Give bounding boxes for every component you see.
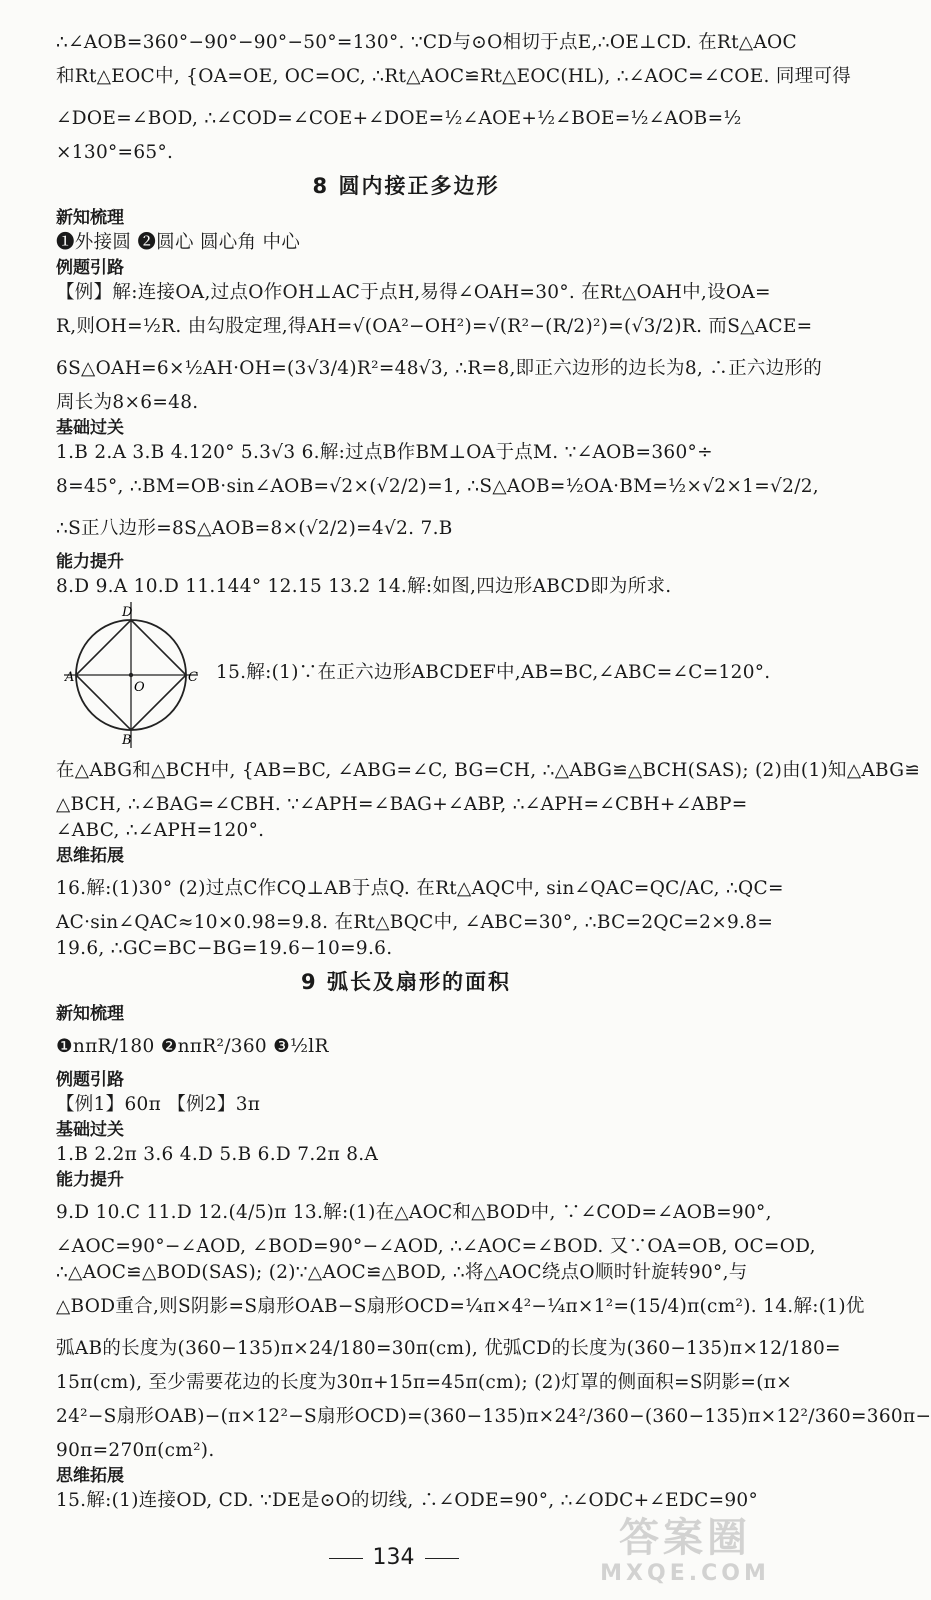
text-line: ∠ABC, ∴∠APH=120°. — [56, 820, 265, 841]
label-a: A — [65, 670, 75, 685]
text-line: 【例】解:连接OA,过点O作OH⊥AC于点H,易得∠OAH=30°. 在Rt△OAH中,设OA= — [56, 282, 771, 303]
text-line: 【例1】60π 【例2】3π — [56, 1094, 261, 1115]
subheading: 基础过关 — [56, 1120, 124, 1140]
text-line: ❶外接圆 ❷圆心 圆心角 中心 — [56, 232, 301, 253]
page-number-text: 134 — [372, 1545, 415, 1570]
text-line: 19.6, ∴GC=BC−BG=19.6−10=9.6. — [56, 938, 393, 959]
text-line: R,则OH=½R. 由勾股定理,得AH=√(OA²−OH²)=√(R²−(R/2)²)=(√3/2)R. 而S△ACE= — [56, 316, 813, 337]
text-line: 1.B 2.A 3.B 4.120° 5.3√3 6.解:过点B作BM⊥OA于点M. ∵∠AOB=360°÷ — [56, 442, 713, 463]
text-line: 24²−S扇形OAB)−(π×12²−S扇形OCD)=(360−135)π×24²/360−(360−135)π×12²/360=360π− — [56, 1406, 931, 1427]
subheading: 能力提升 — [56, 552, 124, 572]
text-line: 8=45°, ∴BM=OB·sin∠AOB=√2×(√2/2)=1, ∴S△AOB=½OA·BM=½×√2×1=√2/2, — [56, 476, 819, 497]
text-line: ∠AOC=90°−∠AOD, ∠BOD=90°−∠AOD, ∴∠AOC=∠BOD. 又∵OA=OB, OC=OD, — [56, 1236, 816, 1257]
text-line: 弧AB的长度为(360−135)π×24/180=30π(cm), 优弧CD的长度为(360−135)π×12/180= — [56, 1338, 841, 1359]
subheading: 基础过关 — [56, 418, 124, 438]
text-line: ❶nπR/180 ❷nπR²/360 ❸½lR — [56, 1036, 329, 1057]
text-line: ∴S正八边形=8S△AOB=8×(√2/2)=4√2. 7.B — [56, 518, 453, 539]
text-line: AC·sin∠QAC≈10×0.98=9.8. 在Rt△BQC中, ∠ABC=30°, ∴BC=2QC=2×9.8= — [56, 912, 774, 933]
subheading: 新知梳理 — [56, 208, 124, 228]
answer-page — [56, 30, 931, 1514]
text-line: 在△ABG和△BCH中, {AB=BC, ∠ABG=∠C, BG=CH, ∴△ABG≌△BCH(SAS); (2)由(1)知△ABG≌ — [56, 760, 921, 781]
inscribed-square-figure — [56, 600, 206, 750]
text-line: 15π(cm), 至少需要花边的长度为30π+15π=45π(cm); (2)灯罩的侧面积=S阴影=(π× — [56, 1372, 793, 1393]
subheading: 例题引路 — [56, 258, 124, 278]
text-line: 1.B 2.2π 3.6 4.D 5.B 6.D 7.2π 8.A — [56, 1144, 379, 1165]
text-line: ∠DOE=∠BOD, ∴∠COD=∠COE+∠DOE=½∠AOE+½∠BOE=½∠AOB=½ — [56, 108, 742, 129]
text-line: △BOD重合,则S阴影=S扇形OAB−S扇形OCD=¼π×4²−¼π×1²=(15/4)π(cm²). 14.解:(1)优 — [56, 1296, 865, 1317]
text-line: 15.解:(1)∵在正六边形ABCDEF中,AB=BC,∠ABC=∠C=120°. — [216, 662, 771, 683]
subheading: 能力提升 — [56, 1170, 124, 1190]
label-d: D — [122, 605, 133, 620]
text-line: 15.解:(1)连接OD, CD. ∵DE是⊙O的切线, ∴∠ODE=90°, ∴∠ODC+∠EDC=90° — [56, 1490, 759, 1511]
text-line: 8.D 9.A 10.D 11.144° 12.15 13.2 14.解:如图,四边形ABCD即为所求. — [56, 576, 672, 597]
text-line: 9.D 10.C 11.D 12.(4/5)π 13.解:(1)在△AOC和△BOD中, ∵∠COD=∠AOB=90°, — [56, 1202, 772, 1223]
text-line: △BCH, ∴∠BAG=∠CBH. ∵∠APH=∠BAG+∠ABP, ∴∠APH=∠CBH+∠ABP= — [56, 794, 748, 815]
text-line: ∴∠AOB=360°−90°−90°−50°=130°. ∵CD与⊙O相切于点E,∴OE⊥CD. 在Rt△AOC — [56, 32, 797, 53]
text-line: 6S△OAH=6×½AH·OH=(3√3/4)R²=48√3, ∴R=8,即正六边形的边长为8, ∴正六边形的 — [56, 358, 823, 379]
text-line: ∴△AOC≌△BOD(SAS); (2)∵△AOC≌△BOD, ∴将△AOC绕点O顺时针旋转90°,与 — [56, 1262, 748, 1283]
section-title: 8 圆内接正多边形 — [312, 174, 500, 198]
subheading: 例题引路 — [56, 1070, 124, 1090]
subheading: 思维拓展 — [56, 846, 124, 866]
label-o: O — [134, 680, 145, 695]
text-line: 周长为8×6=48. — [56, 392, 199, 413]
text-line: 90π=270π(cm²). — [56, 1440, 215, 1461]
subheading: 新知梳理 — [56, 1004, 124, 1024]
text-line: ×130°=65°. — [56, 142, 174, 163]
label-b: B — [122, 733, 132, 748]
label-c: C — [188, 670, 198, 685]
subheading: 思维拓展 — [56, 1466, 124, 1486]
text-line: 16.解:(1)30° (2)过点C作CQ⊥AB于点Q. 在Rt△AQC中, sin∠QAC=QC/AC, ∴QC= — [56, 878, 784, 899]
text-line: 和Rt△EOC中, {OA=OE, OC=OC, ∴Rt△AOC≌Rt△EOC(HL), ∴∠AOC=∠COE. 同理可得 — [56, 66, 852, 87]
figure-row — [56, 600, 771, 750]
watermark: 答案圈 MXQE.COM — [600, 1515, 770, 1586]
section-title: 9 弧长及扇形的面积 — [301, 970, 511, 994]
